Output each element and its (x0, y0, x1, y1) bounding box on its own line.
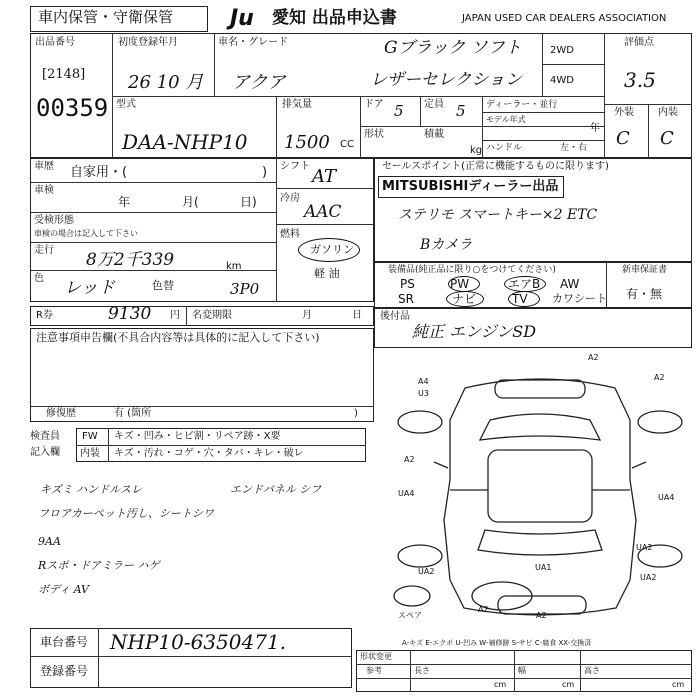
color-label: 色 (34, 273, 44, 284)
damage-mark: A2 (536, 611, 547, 620)
warranty-label: 新車保証書 (622, 265, 668, 275)
inspector-note: キズミ ハンドルスレ (40, 483, 142, 496)
equipment-item: AW (560, 277, 580, 291)
tax-label: R券 (36, 310, 53, 321)
score-int: C (660, 128, 674, 149)
score-ext-label: 外装 (614, 107, 634, 118)
load-label: 積載 (424, 129, 444, 140)
name-change-month: 月 (302, 310, 312, 321)
history-close: ) (262, 165, 268, 180)
name-change-day: 日 (352, 310, 362, 321)
inspector-label2: 記入欄 (30, 447, 60, 458)
form-title-en: JAPAN USED CAR DEALERS ASSOCIATION (462, 13, 667, 24)
shape-label: 形状 (364, 129, 384, 140)
damage-mark: A2 (478, 605, 489, 614)
dealer-badge-text: MITSUBISHIディーラー出品 (382, 179, 559, 194)
type-value: DAA-NHP10 (122, 130, 248, 154)
inspector-fw-row: キズ・凹み・ヒビ割・リペア跡・X要 (114, 431, 281, 442)
circle-mark (504, 276, 546, 292)
inspector-note: 9AA (38, 535, 61, 548)
circle-mark (508, 291, 540, 307)
load-unit: kg (470, 145, 483, 156)
seats-value: 5 (456, 102, 466, 120)
lot-sub-number: [2148] (42, 67, 86, 82)
mileage-label: 走行 (34, 245, 54, 256)
displacement-value: 1500 (284, 132, 330, 153)
handle-label: ハンドル (486, 143, 523, 153)
equipment-item: PS (400, 277, 415, 291)
height-unit: cm (672, 680, 685, 689)
model-name: アクア (232, 72, 286, 93)
repair-value: 有 (箇所 (114, 408, 152, 419)
tax-value: 9130 (108, 304, 152, 324)
doors-value: 5 (394, 102, 404, 120)
history-value: 自家用・( (70, 165, 128, 180)
inspection-label: 車検 (34, 185, 54, 196)
score-value: 3.5 (624, 68, 656, 92)
ac-label: 冷房 (280, 193, 300, 204)
aftermarket-value: 純正 エンジンSD (412, 322, 537, 341)
height-label: 高さ (584, 666, 600, 675)
ref-label: 参考 (366, 666, 382, 675)
displacement-label: 排気量 (282, 99, 312, 110)
damage-mark: UA2 (418, 567, 435, 576)
damage-legend: A-キズ E-エクボ U-凹み W-補修跡 S-サビ C-腐食 XX-交換済 (402, 639, 592, 647)
color-value: レッド (64, 278, 115, 298)
model-label: 車名・グレード (218, 37, 288, 48)
name-change-label: 名変期限 (192, 310, 232, 321)
inspector-int-row: キズ・汚れ・コゲ・穴・タバ・キレ・破レ (114, 448, 304, 459)
lot-number: 00359 (36, 94, 109, 122)
lot-label: 出品番号 (35, 37, 75, 48)
ju-logo: Ju (230, 6, 254, 31)
history-label: 車歴 (34, 161, 54, 172)
shift-value: AT (312, 166, 337, 187)
storage-label: 車内保管・守衛保管 (38, 8, 174, 26)
doors-label: ドア (364, 99, 384, 110)
inspection-day: 日) (240, 195, 257, 209)
warranty-value: 有・無 (626, 287, 663, 301)
shift-label: シフト (280, 161, 310, 172)
damage-mark: UA2 (636, 543, 653, 552)
handle-opts: 左・右 (560, 143, 588, 153)
color-code: 3P0 (230, 280, 260, 298)
damage-mark: U3 (418, 389, 429, 398)
inspector-fw: FW (82, 431, 98, 442)
mileage-value: 8万2千339 (86, 250, 175, 270)
sales-line2: Bカメラ (420, 237, 473, 253)
inspector-int: 内装 (80, 448, 100, 459)
reg-label: 初度登録年月 (118, 37, 178, 48)
width-unit: cm (562, 680, 575, 689)
inspector-note: エンドパネル シフ (230, 483, 322, 496)
equipment-item: カワシート (552, 292, 607, 305)
seats-label: 定員 (424, 99, 444, 110)
sales-label: セールスポイント(正常に機能するものに限ります) (382, 161, 609, 172)
inspector-note: フロアカーペット汚し、シートシワ (38, 507, 214, 520)
type-label: 型式 (116, 99, 136, 110)
chassis-value: NHP10-6350471. (110, 630, 287, 654)
score-label: 評価点 (624, 37, 654, 48)
model-grade2: レザーセレクション (370, 70, 522, 90)
score-ext: C (616, 128, 630, 149)
inspection-month: 月( (182, 195, 199, 209)
form-change-label: 形状変更 (360, 652, 392, 661)
length-unit: cm (494, 680, 507, 689)
damage-mark: A2 (588, 353, 599, 362)
damage-mark: UA4 (398, 489, 415, 498)
equipment-item: SR (398, 292, 414, 306)
drive-4wd: 4WD (550, 75, 574, 86)
damage-mark: A2 (404, 455, 415, 464)
car-damage-diagram (390, 350, 692, 640)
damage-mark: UA2 (640, 573, 657, 582)
inspection-year: 年 (118, 195, 131, 209)
inspector-note: ボディ AV (38, 583, 89, 596)
spare-label: スペア (398, 611, 422, 620)
registration-label: 登録番号 (40, 664, 89, 678)
equipment-item: TV (512, 292, 528, 306)
score-int-label: 内装 (658, 107, 678, 118)
ac-value: AAC (304, 202, 342, 222)
repair-close: ) (354, 408, 358, 419)
damage-mark: A2 (654, 373, 665, 382)
drive-2wd: 2WD (550, 45, 574, 56)
usage-note: 車検の場合は記入して下さい (34, 229, 138, 238)
equipment-label: 装備品(純正品に限り○をつけてください) (388, 265, 556, 275)
fuel-gas: ガソリン (310, 243, 354, 256)
usage-label: 受検形態 (34, 215, 74, 226)
year-unit: 年 (590, 123, 600, 134)
notes-label: 注意事項申告欄(不具合内容等は具体的に記入して下さい) (36, 331, 320, 344)
width-label: 幅 (518, 666, 526, 675)
color-code-label: 色替 (152, 279, 174, 292)
damage-mark: UA1 (535, 563, 552, 572)
inspector-label1: 検査員 (30, 431, 60, 442)
mileage-unit: km (226, 261, 242, 272)
length-label: 長さ (414, 666, 430, 675)
circle-mark (448, 276, 480, 292)
damage-mark: A4 (418, 377, 429, 386)
inspector-note: Rスポ・ドアミラー ハゲ (38, 559, 160, 572)
aftermarket-label: 後付品 (380, 311, 410, 322)
reg-value: 26 10 月 (128, 72, 204, 93)
tax-unit: 円 (170, 310, 180, 321)
equipment-item: PW (450, 277, 470, 291)
dealer-label: ディーラー・並行 (486, 100, 558, 110)
fuel-label: 燃料 (280, 229, 300, 240)
form-title: 愛知 出品申込書 (272, 8, 397, 28)
model-year-label: モデル年式 (486, 115, 526, 124)
equipment-item: エアB (508, 277, 541, 291)
fuel-diesel: 軽 油 (314, 267, 340, 280)
chassis-label: 車台番号 (40, 635, 89, 649)
circle-mark (446, 291, 484, 307)
displacement-unit: CC (340, 139, 354, 150)
model-grade1: Gブラック ソフト (384, 38, 522, 58)
repair-label: 修復歴 (46, 408, 76, 419)
sales-line1: ステリモ スマートキー×2 ETC (398, 207, 598, 223)
damage-mark: UA4 (658, 493, 675, 502)
equipment-item: ナビ (452, 292, 477, 306)
